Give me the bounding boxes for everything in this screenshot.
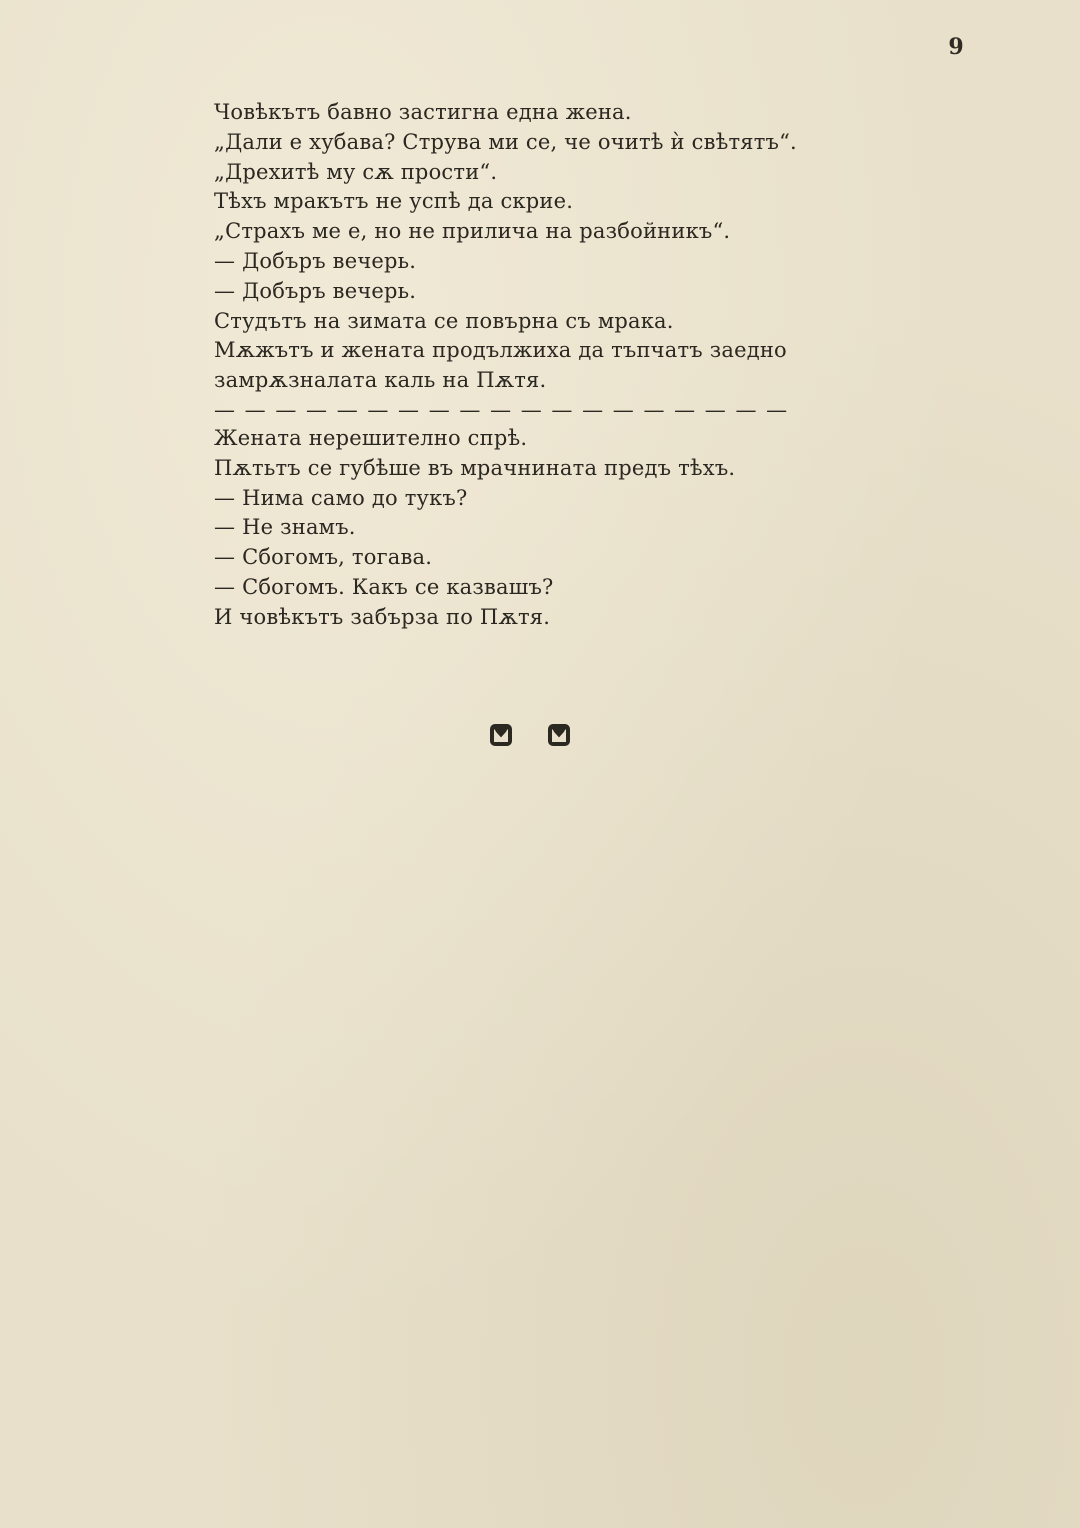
main-text bbox=[214, 98, 874, 633]
text-line: — Добъръ вечерь. bbox=[214, 248, 417, 273]
text-line: „Дрехитѣ му сѫ прости“. bbox=[214, 159, 498, 184]
text-line: „Страхъ ме е, но не прилича на разбойникъ“. bbox=[214, 219, 731, 244]
text-line: — Добъръ вечерь. bbox=[214, 278, 417, 303]
text-line: — Сбогомъ, тогава. bbox=[214, 545, 433, 570]
text-line: Тѣхъ мракътъ не успѣ да скрие. bbox=[214, 189, 574, 214]
printer-ornament-icon bbox=[488, 722, 514, 748]
text-line: „Дали е хубава? Струва ми се, че очитѣ ѝ свѣтятъ“. bbox=[214, 129, 797, 154]
text-line: — Не знамъ. bbox=[214, 515, 356, 540]
text-line: Студътъ на зимата се повърна съ мрака. bbox=[214, 308, 674, 333]
text-line: И човѣкътъ забърза по Пѫтя. bbox=[214, 604, 551, 629]
end-ornament bbox=[488, 722, 572, 750]
text-line: Пѫтьтъ се губѣше въ мрачнината предъ тѣхъ. bbox=[214, 455, 736, 480]
page-number: 9 bbox=[948, 34, 964, 60]
text-line: замрѫзналата каль на Пѫтя. bbox=[214, 368, 547, 393]
text-line: Човѣкътъ бавно застигна една жена. bbox=[214, 100, 632, 124]
printer-ornament-icon bbox=[546, 722, 572, 748]
text-line: Мѫжътъ и жената продължиха да тъпчатъ заедно bbox=[214, 338, 787, 363]
dash-separator: — — — — — — — — — — — — — — — — — — — bbox=[214, 397, 789, 422]
text-line: — Сбогомъ. Какъ се казвашъ? bbox=[214, 574, 554, 599]
text-line: — Нима само до тукъ? bbox=[214, 485, 468, 510]
text-line: Жената нерешително спрѣ. bbox=[214, 425, 528, 450]
